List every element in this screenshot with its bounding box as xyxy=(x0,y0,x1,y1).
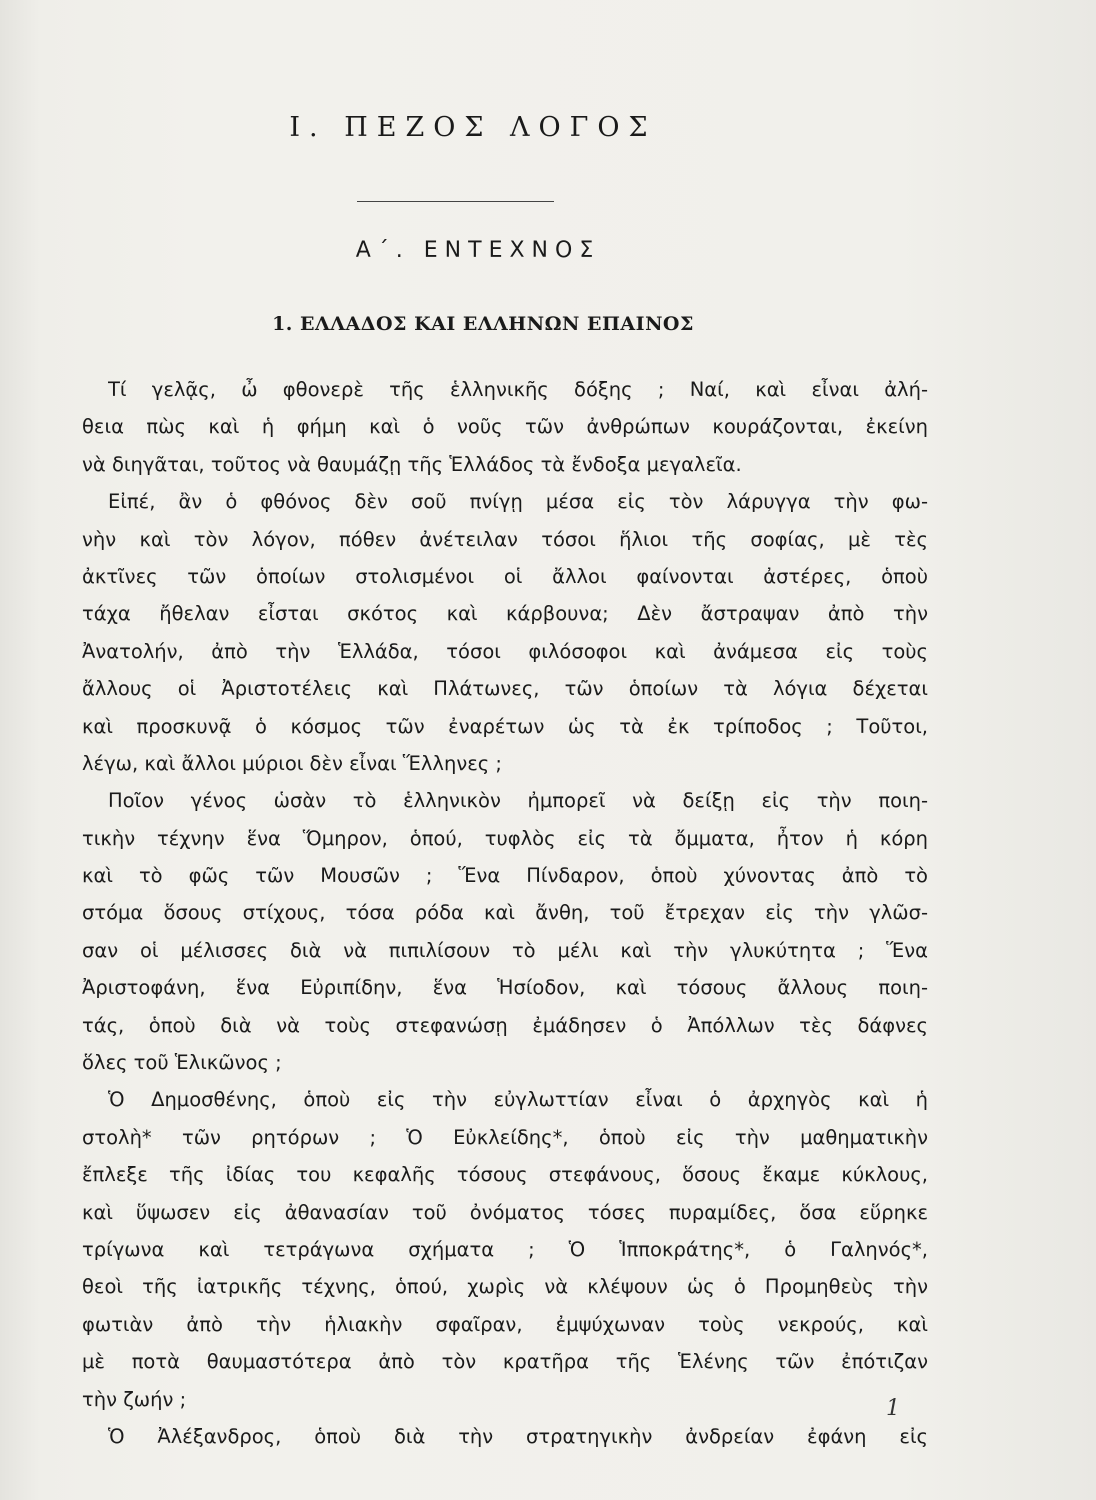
title-divider xyxy=(357,201,554,202)
part-title: I. ΠΕΖΟΣ ΛΟΓΟΣ xyxy=(289,112,657,143)
text-line: μὲ ποτὰ θαυμαστότερα ἀπὸ τὸν κρατῆρα τῆς Ἑλένης τῶν ἐπότιζαν xyxy=(82,1350,928,1374)
page-number: 1 xyxy=(886,1396,900,1421)
text-line: φωτιὰν ἀπὸ τὴν ἡλιακὴν σφαῖραν, ἐμψύχωναν τοὺς νεκρούς, καὶ xyxy=(82,1312,928,1336)
chapter-title: 1. ΕΛΛΑΔΟΣ ΚΑΙ ΕΛΛΗΝΩΝ ΕΠΑΙΝΟΣ xyxy=(272,313,694,335)
body-text xyxy=(82,371,928,1455)
text-line: Ἀνατολήν, ἀπὸ τὴν Ἑλλάδα, τόσοι φιλόσοφοι καὶ ἀνάμεσα εἰς τοὺς xyxy=(82,639,928,663)
text-line: νὴν καὶ τὸν λόγον, πόθεν ἀνέτειλαν τόσοι ἥλιοι τῆς σοφίας, μὲ τὲς xyxy=(82,527,928,551)
text-line: τάς, ὁποὺ διὰ νὰ τοὺς στεφανώσῃ ἐμάδησεν ὁ Ἀπόλλων τὲς δάφνες xyxy=(82,1013,928,1037)
text-line: καὶ προσκυνᾷ ὁ κόσμος τῶν ἐναρέτων ὡς τὰ ἐκ τρίποδος ; Τοῦτοι, xyxy=(82,714,928,738)
text-line: στολὴ* τῶν ρητόρων ; Ὁ Εὐκλείδης*, ὁποὺ εἰς τὴν μαθηματικὴν xyxy=(82,1125,928,1149)
text-line: ἀκτῖνες τῶν ὁποίων στολισμένοι οἱ ἄλλοι φαίνονται ἀστέρες, ὁποὺ xyxy=(82,564,928,588)
text-line: Ποῖον γένος ὡσὰν τὸ ἑλληνικὸν ἠμπορεῖ νὰ δείξῃ εἰς τὴν ποιη- xyxy=(108,789,928,813)
text-line: νὰ διηγᾶται, τοῦτος νὰ θαυμάζῃ τῆς Ἑλλάδος τὰ ἔνδοξα μεγαλεῖα. xyxy=(82,452,742,476)
text-line: θεια πὼς καὶ ἡ φήμη καὶ ὁ νοῦς τῶν ἀνθρώπων κουράζονται, ἐκείνη xyxy=(82,415,928,439)
text-line: τικὴν τέχνην ἕνα Ὅμηρον, ὁπού, τυφλὸς εἰς τὰ ὄμματα, ἦτον ἡ κόρη xyxy=(82,826,928,850)
text-line: λέγω, καὶ ἄλλοι μύριοι δὲν εἶναι Ἕλληνες ; xyxy=(82,751,502,775)
text-line: θεοὶ τῆς ἰατρικῆς τέχνης, ὁπού, χωρὶς νὰ κλέψουν ὡς ὁ Προμηθεὺς τὴν xyxy=(82,1275,928,1299)
text-line: καὶ τὸ φῶς τῶν Μουσῶν ; Ἕνα Πίνδαρον, ὁποὺ χύνοντας ἀπὸ τὸ xyxy=(82,864,928,888)
text-line: Ἀριστοφάνη, ἕνα Εὐριπίδην, ἕνα Ἡσίοδον, καὶ τόσους ἄλλους ποιη- xyxy=(82,976,928,1000)
text-line: Ὁ Δημοσθένης, ὁποὺ εἰς τὴν εὐγλωττίαν εἶναι ὁ ἀρχηγὸς καὶ ἡ xyxy=(108,1088,928,1112)
text-line: ὅλες τοῦ Ἑλικῶνος ; xyxy=(82,1051,282,1075)
section-title: Α΄. ΕΝΤΕΧΝΟΣ xyxy=(355,238,601,263)
text-line: ἄλλους οἱ Ἀριστοτέλεις καὶ Πλάτωνες, τῶν ὁποίων τὰ λόγια δέχεται xyxy=(82,677,928,701)
text-line: σαν οἱ μέλισσες διὰ νὰ πιπιλίσουν τὸ μέλι καὶ τὴν γλυκύτητα ; Ἕνα xyxy=(82,938,928,962)
text-line: τὴν ζωήν ; xyxy=(82,1387,187,1411)
text-line: Εἰπέ, ἂν ὁ φθόνος δὲν σοῦ πνίγῃ μέσα εἰς τὸν λάρυγγα τὴν φω- xyxy=(108,490,928,514)
text-line: τάχα ἤθελαν εἶσται σκότος καὶ κάρβουνα; Δὲν ἄστραψαν ἀπὸ τὴν xyxy=(82,602,928,626)
text-line: Ὁ Ἀλέξανδρος, ὁποὺ διὰ τὴν στρατηγικὴν ἀνδρείαν ἐφάνη εἰς xyxy=(108,1424,928,1448)
text-line: Τί γελᾷς, ὦ φθονερὲ τῆς ἑλληνικῆς δόξης ; Ναί, καὶ εἶναι ἀλή- xyxy=(108,378,928,401)
text-line: στόμα ὅσους στίχους, τόσα ρόδα καὶ ἄνθη, τοῦ ἔτρεχαν εἰς τὴν γλῶσ- xyxy=(82,901,928,925)
text-line: ἔπλεξε τῆς ἰδίας του κεφαλῆς τόσους στεφάνους, ὅσους ἔκαμε κύκλους, xyxy=(82,1163,928,1187)
text-line: καὶ ὕψωσεν εἰς ἀθανασίαν τοῦ ὀνόματος τόσες πυραμίδες, ὅσα εὕρηκε xyxy=(82,1200,928,1224)
text-line: τρίγωνα καὶ τετράγωνα σχήματα ; Ὁ Ἱπποκράτης*, ὁ Γαληνός*, xyxy=(82,1237,928,1261)
